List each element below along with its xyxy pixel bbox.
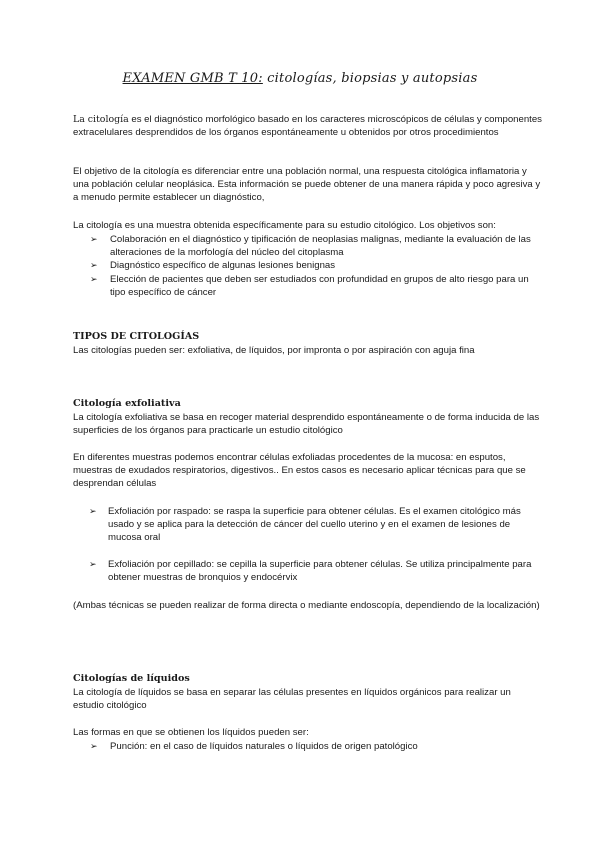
- section-heading-tipos: TIPOS DE CITOLOGÍAS: [73, 331, 200, 342]
- title-rest: citologías, biopsias y autopsias: [262, 71, 478, 86]
- intro-p1-text: es el diagnóstico morfológico basado en los caracteres microscópicos de células y componentes extracelulares desprendidos de los órganos espontáneamente u obtenidos por otros procedimientos: [73, 114, 542, 139]
- list-item: ➢ Diagnóstico específico de algunas lesiones benignas: [90, 260, 336, 272]
- liquidos-paragraph-2: Las formas en que se obtienen los líquidos pueden ser:: [73, 727, 309, 738]
- section-heading-liquidos: Citologías de líquidos: [73, 673, 190, 684]
- section-heading-exfoliativa: Citología exfoliativa: [73, 398, 181, 409]
- list-item: ➢ Colaboración en el diagnóstico y tipificación de neoplasias malignas, mediante la evaluación de las alteraciones de la morfología del núcleo del citoplasma: [90, 234, 531, 259]
- arrow-bullet-icon: ➢: [90, 741, 98, 751]
- liquid-methods-list: [73, 740, 543, 753]
- arrow-bullet-icon: ➢: [90, 260, 98, 271]
- intro-paragraph-1: [73, 113, 543, 139]
- arrow-bullet-icon: ➢: [89, 506, 97, 516]
- tipos-text: Las citologías pueden ser: exfoliativa, de líquidos, por impronta o por aspiración con aguja fina: [73, 345, 475, 356]
- exfoliativa-note: (Ambas técnicas se pueden realizar de forma directa o mediante endoscopía, dependiendo de la localización): [73, 600, 540, 611]
- title-underlined: EXAMEN GMB T 10:: [122, 71, 263, 86]
- exfoliativa-paragraph-2: En diferentes muestras podemos encontrar células exfoliadas procedentes de la mucosa: en esputos, muestras de exudados respiratorios, digestivos.. En estos casos es necesario aplicar técnicas para que se desprendan células: [73, 452, 526, 490]
- arrow-bullet-icon: ➢: [90, 234, 98, 244]
- intro-paragraph-2: El objetivo de la citología es diferenciar entre una población normal, una respuesta citológica inflamatoria y una población celular neoplásica. Esta información se puede obtener de una manera rápida y poco agresiva y a menudo permite establecer un diagnóstico,: [73, 166, 541, 204]
- list-item: ➢ Punción: en el caso de líquidos naturales o líquidos de origen patológico: [90, 741, 418, 752]
- arrow-bullet-icon: ➢: [89, 558, 97, 569]
- exfoliativa-paragraph-1: La citología exfoliativa se basa en recoger material desprendido espontáneamente o de forma inducida de las superficies de los órganos para practicarle un estudio citológico: [73, 412, 540, 437]
- liquidos-paragraph-1: La citología de líquidos se basa en separar las células presentes en líquidos orgánicos para realizar un estudio citológico: [73, 687, 511, 712]
- list-item: ➢ Exfoliación por raspado: se raspa la superficie para obtener células. Es el examen citológico más usado y se aplica para la detección de cáncer del cuello uterino y en el examen de lesiones de mucosa oral: [89, 506, 521, 544]
- list-item: ➢ Elección de pacientes que deben ser estudiados con profundidad en grupos de alto riesgo para un tipo específico de cáncer: [90, 273, 529, 298]
- term-citologia: La citología: [73, 114, 129, 125]
- intro-paragraph-3: La citología es una muestra obtenida específicamente para su estudio citológico. Los objetivos son:: [73, 220, 496, 231]
- exfoliation-methods-list: [73, 505, 543, 584]
- page-title: [0, 72, 600, 85]
- objectives-list: [73, 233, 543, 299]
- arrow-bullet-icon: ➢: [90, 273, 98, 284]
- list-item: ➢ Exfoliación por cepillado: se cepilla la superficie para obtener células. Se utiliza principalmente para obtener muestras de bronquios y endocérvix: [89, 558, 532, 583]
